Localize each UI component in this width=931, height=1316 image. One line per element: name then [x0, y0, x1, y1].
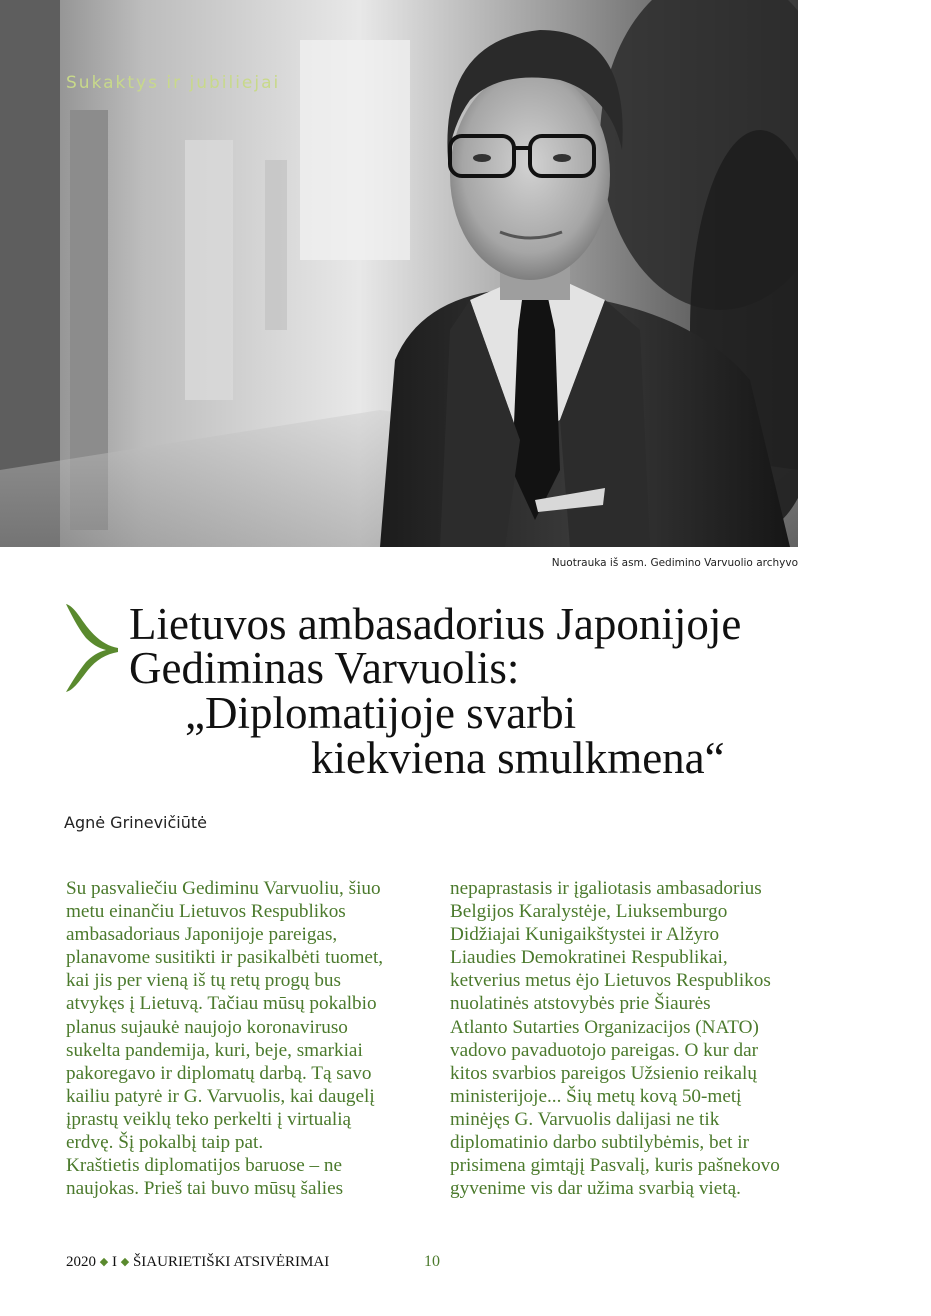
footer-issue: I [111, 1254, 117, 1270]
body-line: minėjęs G. Varvuolis dalijasi ne tik [450, 1108, 720, 1130]
body-line: pakoregavo ir diplomatų darbą. Tą savo [66, 1062, 372, 1084]
body-line: planus sujaukė naujojo koronaviruso [66, 1016, 348, 1038]
body-column-left [66, 877, 418, 1200]
body-line: Kraštietis diplomatijos baruose – ne [66, 1155, 343, 1177]
headline-line-2: Gediminas Varvuolis: [129, 643, 520, 693]
body-line: kitos svarbios pareigos Užsienio reikalų [450, 1062, 757, 1084]
diamond-icon: ◆ [120, 1256, 130, 1268]
diamond-icon: ◆ [99, 1256, 109, 1268]
chevron-icon [62, 602, 122, 694]
section-label: Sukaktys ir jubiliejai [66, 73, 281, 93]
body-line: nepaprastasis ir įgaliotasis ambasadorius [450, 878, 762, 899]
body-line: metu einančiu Lietuvos Respublikos [66, 901, 346, 923]
body-line: kai jis per vieną iš tų retų progų bus [66, 970, 341, 992]
body-line: prisimena gimtąjį Pasvalį, kuris pašnekovo [450, 1155, 780, 1177]
body-line: gyvenime vis dar užima svarbią vietą. [450, 1178, 741, 1200]
body-line: Belgijos Karalystėje, Liuksemburgo [450, 901, 728, 923]
body-line: Didžiajai Kunigaikštystei ir Alžyro [450, 924, 720, 946]
body-line: sukelta pandemija, kuri, beje, smarkiai [66, 1039, 363, 1061]
body-line: ketverius metus ėjo Lietuvos Respublikos [450, 970, 771, 992]
body-line: Atlanto Sutarties Organizacijos (NATO) [450, 1016, 759, 1038]
headline-line-1: Lietuvos ambasadorius Japonijoje [129, 599, 742, 649]
body-line: ambasadoriaus Japonijoje pareigas, [66, 924, 338, 946]
author-name: Agnė Grinevičiūtė [64, 813, 207, 832]
body-line: ministerijoje... Šių metų kovą 50-metį [450, 1085, 742, 1107]
body-line: Liaudies Demokratinei Respublikai, [450, 947, 728, 969]
headline-line-4: kiekviena smulkmena“ [311, 733, 725, 783]
body-line: naujokas. Prieš tai buvo mūsų šalies [66, 1178, 344, 1200]
page-number: 10 [424, 1253, 440, 1270]
body-line: diplomatinio darbo subtilybėmis, bet ir [450, 1132, 749, 1154]
body-column-right [450, 877, 802, 1200]
headline-line-3: „Diplomatijoje svarbi [185, 688, 577, 738]
page-footer [66, 1254, 329, 1271]
body-line: atvykęs į Lietuvą. Tačiau mūsų pokalbio [66, 993, 377, 1015]
body-line: erdvę. Šį pokalbį taip pat. [66, 1132, 264, 1154]
body-line: Su pasvaliečiu Gediminu Varvuoliu, šiuo [66, 878, 381, 899]
body-line: vadovo pavaduotojo pareigas. O kur dar [450, 1039, 758, 1061]
body-line: kailiu patyrė ir G. Varvuolis, kai daugelį [66, 1085, 375, 1107]
body-line: planavome susitikti ir pasikalbėti tuomet, [66, 947, 384, 969]
body-line: nuolatinės atstovybės prie Šiaurės [450, 993, 711, 1015]
footer-magazine: ŠIAURIETIŠKI ATSIVĖRIMAI [132, 1254, 330, 1270]
body-line: įprastų veiklų teko perkelti į virtualią [66, 1108, 352, 1130]
photo-caption: Nuotrauka iš asm. Gedimino Varvuolio archyvo [551, 557, 798, 569]
footer-year: 2020 [66, 1254, 96, 1270]
